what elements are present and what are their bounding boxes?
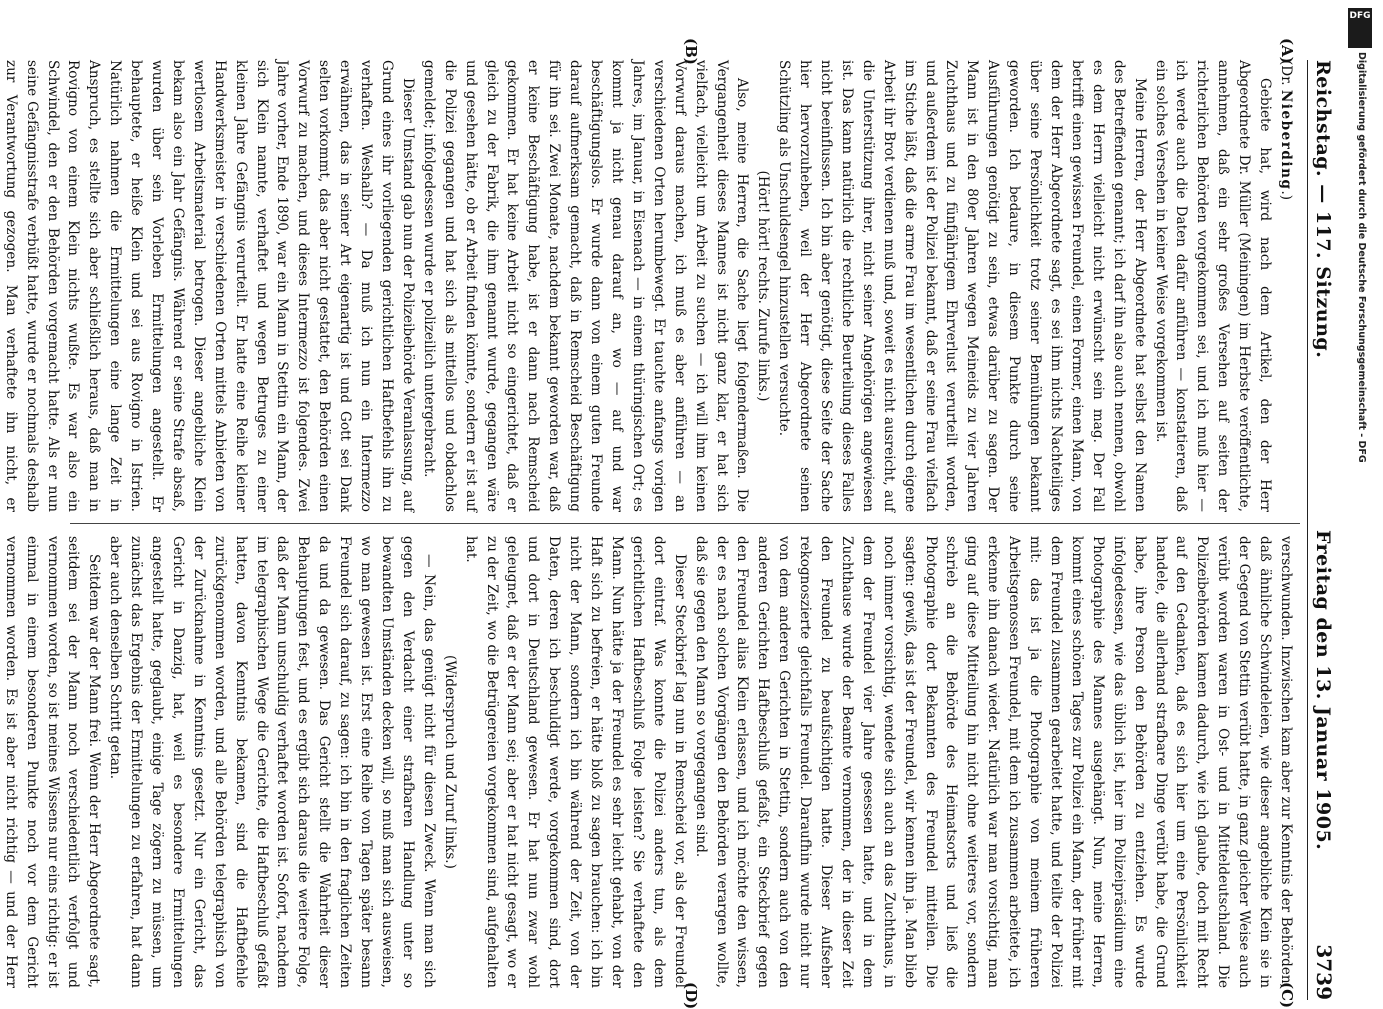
interjection: (Widerspruch und Zuruf links.) <box>441 655 458 869</box>
paragraph: verschwunden. Inzwischen kam aber zur Kenntnis der Behörden, daß ähnliche Schwindeleien, wie dieser angebliche Klein sie in der Gegend von Stettin verübt hatte, in ganz gleicher Weise auch verübt worden waren in Ost- und in Mitteldeutschland. Die Polizeibehörden kamen dadurch, wie ich glaube, doch mit Recht auf den Gedanken, daß es sich hier um eine Persönlichkeit handele, die allerhand strafbare Dinge verübt habe, die Grund habe, ihre Person den Behörden zu entziehen. Es wurde infolgedessen, wie das üblich ist, hier im Polizeipräsidium eine Photographie des Mannes ausgehängt. Nun, meine Herren, kommt eines schönen Tages zur Polizei ein Mann, der früher mit dem Freundel zusammen gearbeitet hatte, und teilte der Polizei mit: das ist ja die Photographie von meinem früheren Arbeitsgenossen Freundel, mit dem ich zusammen arbeitete, ich erkenne ihn danach wieder. Natürlich war man vorsichtig, man ging auf diese Mitteilung hin nicht ohne weiteres vor, sondern schrieb an die Behörde des Heimatsorts und ließ die Photographie dort Bekannten des Freundel mitteilen. Die sagten: gewiß, das ist der Freundel, wir kennen ihn ja. Man blieb noch immer vorsichtig, wendete sich auch an das Zuchthaus, in dem der Freundel vier Jahre gesessen hatte, und in dem Zuchthause wurde der Beamte vernommen, der in dieser Zeit den Freundel zu beaufsichtigen hatte. Dieser Aufseher rekognoszierte gleichfalls Freundel. Daraufhin wurde nicht nur von dem anderen Gerichten in Stettin, sondern auch von den anderen Gerichten Haftbeschluß gefaßt, ein Steckbrief gegen den Freundel alias Klein erlassen, und ich möchte den wissen, der es nach solchen Vorgängen den Behörden verargen wollte, daß sie gegen den Mann so vorgegangen sind. <box>692 536 1294 989</box>
left-text-column <box>2 60 1296 512</box>
paragraph: — Nein, das genügt nicht für diesen Zweck. Wenn man sich gegen den Verdacht einer strafbaren Handlung unter so bewandten Umständen decken will, so muß man sich ausweisen, wo man gewesen ist. Erst eine Reihe von Tagen später besann Freundel sich darauf, zu sagen: ich bin in den fraglichen Zeiten da und da gewesen. Das Gericht stellt die Wahrheit dieser Behauptungen fest, und es ergibt sich daraus die weitere Folge, daß der Mann unschuldig verhaftet worden ist. Sofort, nachdem im telegraphischen Wege die Gerichte, die Haftbeschluß gefaßt hatten, davon Kenntnis bekamen, sind die Haftbefehle zurückgenommen worden, und alle Behörden telegraphisch von der Zurücknahme in Kenntnis gesetzt. Nur ein Gericht, das Gericht in Danzig, hat, weil es besondere Ermittelungen angestellt hatte, geglaubt, einige Tage zögern zu müssen, um zunächst das Ergebnis der Ermittelungen zu erfahren, hat dann aber auch denselben Schritt getan. <box>107 536 437 988</box>
paragraph: Dieser Steckbrief lag nun in Remscheid vor, als der Freundel dort eintraf. Was konnte die Polizei anders tun, als dem gerichtlichen Haftbeschluß Folge leisten? Sie verhaftete den Mann. Nun hätte ja der Freundel es sehr leicht gehabt, von der Haft sich zu befreien, er hätte bloß zu sagen brauchen: ich bin nicht der Mann, sondern ich bin während der Zeit, von der Daten, deren ich beschuldigt werde, vorgekommen sind, dort und dort in Deutschland gewesen. Er hat nun zwar wohl geleugnet, daß er der Mann sei; aber er hat nicht gesagt, wo er zu der Zeit, wo die Betrügereien vorgekommen sind, aufgehalten hat. <box>462 536 688 988</box>
margin-marker-b: (B) <box>682 38 700 65</box>
rotated-document-sheet <box>2 38 1340 1009</box>
credit-text: Digitalisierung gefördert durch die Deutsche Forschungsgemeinschaft - DFG <box>1356 52 1367 463</box>
header-session: Reichstag. — 117. Sitzung. <box>1312 60 1334 359</box>
paragraph: Dieser Umstand gab nun der Polizeibehörde Veranlassung, auf Grund eines ihr vorliegenden gerichtlichen Haftbefehls ihn zu verhaften. Weshalb? — Da muß ich nun ein Intermezzo erwähnen, das in seiner Art eigenartig ist und Gott sei Dank selten vorkommt, das aber nicht gestattet, den Behörden einen Vorwurf zu machen, und dieses Intermezzo ist folgendes. Zwei Jahre vorher, Ende 1890, war ein Mann in Stettin ein Mann, der sich Klein nannte, verhaftet und wegen Betruges zu einer kleinen Jahre Gefängnis verurteilt. Er hatte eine Reihe kleiner Handwerksmeister in verschiedenen Orten mittels Anbieten von wertlosem Arbeitsmaterial betrogen. Dieser angebliche Klein bekam also ein Jahr Gefängnis. Während er seine Strafe absaß, wurden über sein Vorleben Ermittelungen angestellt. Er behauptete, er heiße Klein und sei aus Rovigno in Istrien. Natürlich nahmen die Ermittelungen eine lange Zeit in Anspruch, es stellte sich aber schließlich heraus, daß man in Rovigno von einem Klein nichts wußte. Es war also ein Schwindel, den er den Behörden vorgemacht hatte. Als er nun seine Gefängnisstrafe verbüßt hatte, wurde er nochmals deshalb zur Verantwortung gezogen. Man verhaftete ihn nicht, er <box>2 60 416 512</box>
running-header <box>1307 60 1340 1000</box>
column-divider <box>70 523 1300 524</box>
header-date: Freitag den 13. Januar 1905. <box>1312 530 1334 851</box>
dfg-logo: DFG <box>1348 8 1372 48</box>
speaker-name: Nieberding <box>1278 89 1294 191</box>
digitization-credit <box>1346 8 1376 698</box>
margin-marker-c: (C) <box>1278 982 1296 1009</box>
margin-marker-d: (D) <box>682 982 700 1009</box>
right-text-column <box>2 536 1296 989</box>
page-number: 3739 <box>1312 944 1336 1000</box>
speaker-line: (Dr. Nieberding.) <box>1278 60 1294 201</box>
paragraph: Gebiete hat, wird nach dem Artikel, den der Herr Abgeordnete Dr. Müller (Meiningen) im Herbste veröffentlichte, annehmen, daß ein sehr großes Versehen auf seiten der richterlichen Behörden vorgekommen sei, und ich muß hier — ich werde auch die Daten dafür anführen — konstatieren, daß ein solches Versehen in keiner Weise vorgekommen ist. <box>1152 60 1274 512</box>
paragraph: Seitdem war der Mann frei. Wenn der Herr Abgeordnete sagt, seitdem sei der Mann noch verschiedentlich verfolgt und vernommen worden, so ist meines Wissens nur eins richtig: er ist einmal in einem besonderen Punkte noch vor dem Gericht vernommen worden. Es ist aber nicht richtig — und der Herr <box>2 536 103 988</box>
margin-marker-a: (A) <box>1278 38 1296 64</box>
interjection: (Hört! hört! rechts. Zurufe links.) <box>755 170 772 402</box>
paragraph: Meine Herren, der Herr Abgeordnete hat selbst den Namen des Betreffenden genannt; ich darf ihn also auch nennen, obwohl es dem Herrn vielleicht nicht erwünscht sein mag. Der Fall betrifft einen gewissen Freundel, einen Former, einen Mann, von dem der Herr Abgeordnete sagt, es sei ihm nichts Nachteiliges über seine Persönlichkeit trotz seiner Bemühungen bekannt geworden. Ich bedaure, in diesem Punkte durch seine Ausführungen genötigt zu sein, etwas darüber zu sagen. Der Mann ist in den 80er Jahren wegen Meineids zu vier Jahren Zuchthaus und zu fünfjährigem Ehrverlust verurteilt worden, und außerdem ist der Polizei bekannt, daß er seine Frau vielfach im Stiche läßt, daß die arme Frau im wesentlichen durch eigene Arbeit ihr Brot verdienen muß und, soweit es nicht ausreicht, auf die Unterstützung ihrer, nicht seiner Angehörigen angewiesen ist. Das kann natürlich die rechtliche Beurteilung dieses Falles nicht beeinflussen. Ich bin aber genötigt, diese Seite der Sache hier hervorzuheben, weil der Herr Abgeordnete seinen Schützling als Unschuldsengel hinzustellen versuchte. <box>776 60 1148 512</box>
paragraph: Also, meine Herren, die Sache liegt folgendermaßen. Die Vergangenheit dieses Mannes ist nicht ganz klar, er hat sich vielfach, vielleicht um Arbeit zu suchen — ich will ihm keinen Vorwurf daraus machen, ich muß es aber anführen — an verschiedenen Orten herumbewegt. Er tauchte anfangs vorigen Jahres, im Januar, in Eisenach — in einem thüringischen Ort; es kommt ja nicht genau darauf an, wo — auf und war beschäftigungslos. Er wurde dann von einem guten Freunde darauf aufmerksam gemacht, daß in Remscheid Beschäftigung für ihn sei. Zwei Monate, nachdem bekannt geworden war, daß er keine Beschäftigung habe, ist er dann nach Remscheid gekommen. Er hat keine Arbeit nicht so eingerichtet, daß er gleich zu der Fabrik, die ihm genannt wurde, gegangen wäre und gesehen hätte, ob er Arbeit finden könnte, sondern er ist auf die Polizei gegangen und hat sich als mittellos und obdachlos gemeldet; infolgedessen wurde er polizeilich untergebracht. <box>420 60 751 512</box>
